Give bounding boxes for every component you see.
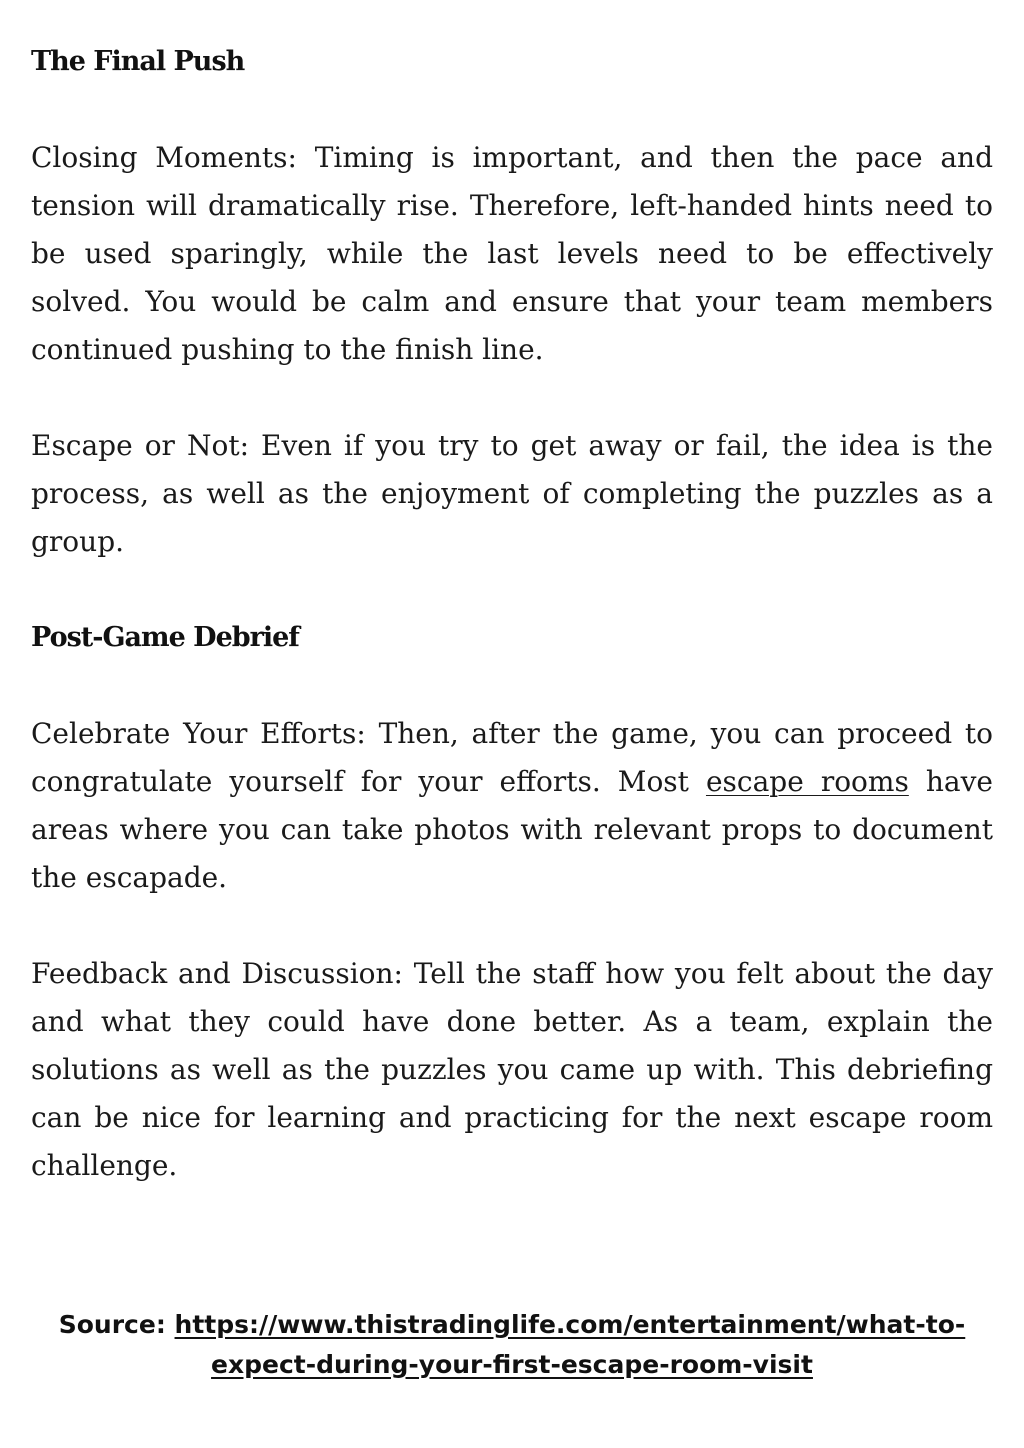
spacer	[31, 374, 993, 422]
spacer	[31, 86, 993, 134]
celebrate-text-start: Celebrate Your Efforts: Then, after the game, you can proceed to congratulate yourself for your efforts. Most	[31, 717, 993, 798]
escape-rooms-link[interactable]: escape rooms	[705, 765, 909, 798]
source-citation	[0, 1305, 1024, 1385]
paragraph-feedback-discussion: Feedback and Discussion: Tell the staff how you felt about the day and what they could have done better. As a team, explain the solutions as well as the puzzles you came up with. This debriefing can be nice for learning and practicing for the next escape room challenge.	[31, 957, 993, 1182]
paragraph-celebrate-efforts	[31, 710, 993, 902]
spacer	[31, 662, 993, 710]
paragraph-closing-moments: Closing Moments: Timing is important, and then the pace and tension will dramatically rise. Therefore, left-handed hints need to be used sparingly, while the last levels need to be effectively solved. You would be calm and ensure that your team members continued pushing to the finish line.	[31, 141, 993, 366]
celebrate-text-end: have areas where you can take photos with relevant props to document the escapade.	[31, 765, 993, 894]
document-body	[31, 38, 993, 1190]
source-label: Source:	[58, 1310, 175, 1339]
spacer	[31, 902, 993, 950]
source-url-link-part2[interactable]: expect-during-your-first-escape-room-visit	[211, 1350, 813, 1379]
paragraph-escape-or-not: Escape or Not: Even if you try to get away or fail, the idea is the process, as well as the enjoyment of completing the puzzles as a group.	[31, 429, 993, 558]
source-url-link-part1[interactable]: https://www.thistradinglife.com/entertainment/what-to-	[174, 1310, 966, 1339]
heading-post-game-debrief: Post-Game Debrief	[31, 622, 299, 653]
heading-final-push: The Final Push	[31, 46, 245, 77]
spacer	[31, 566, 993, 614]
